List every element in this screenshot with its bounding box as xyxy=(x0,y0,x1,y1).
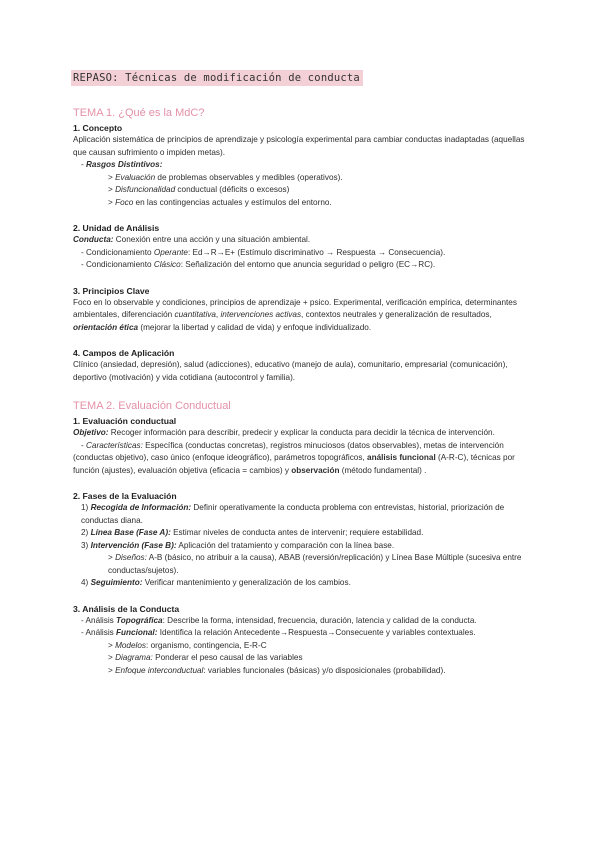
objetivo-text: Objetivo: Recoger información para describir, predecir y explicar la conducta para decidir la técnica de intervención. xyxy=(73,428,495,437)
principios-text: Foco en lo observable y condiciones, principios de aprendizaje + psico. Experimental, verificación empírica, determinantes ambientales, diferenciación cuantitativa, intervenciones activas, contextos neutrales y generalización de resultados, orientación ética (mejorar la libertad y calidad de vida) y enfoque individualizado. xyxy=(73,297,517,332)
tema1-heading: TEMA 1. ¿Qué es la MdC? xyxy=(73,107,205,119)
rasgos-item: > Evaluación de problemas observables y medibles (operativos). xyxy=(108,172,343,182)
condicionamiento-item: - Condicionamiento Clásico: Señalización del entorno que anuncia seguridad o peligro (EC→RC). xyxy=(81,260,436,269)
tema2-heading: TEMA 2. Evaluación Conductual xyxy=(73,400,231,412)
concepto-text: Aplicación sistemática de principios de aprendizaje y psicología experimental para cambiar conductas inadaptadas (aquellas que causan sufrimiento o impiden metas). xyxy=(73,135,525,157)
fases-title: 2. Fases de la Evaluación xyxy=(73,491,177,501)
funcional-item: > Modelos: organismo, contingencia, E-R-C xyxy=(108,640,267,650)
fase-item: 1) Recogida de Información: Definir operativamente la conducta problema con entrevistas, historial, priorización de conductas diana. xyxy=(81,503,505,525)
fase-item: 3) Intervención (Fase B): Aplicación del tratamiento y comparación con la línea base. xyxy=(81,540,395,550)
document-title: REPASO: Técnicas de modificación de conducta xyxy=(71,70,363,86)
evaluacion-title: 1. Evaluación conductual xyxy=(73,416,177,426)
conducta-line: Conducta: Conexión entre una acción y una situación ambiental. xyxy=(73,235,311,244)
campos-title: 4. Campos de Aplicación xyxy=(73,348,175,358)
disenos-item: > Diseños: A-B (básico, no atribuir a la causa), ABAB (reversión/replicación) y Línea Base Múltiple (sucesiva entre conductas/sujetos). xyxy=(108,553,522,575)
funcional-item: > Enfoque interconductual: variables funcionales (básicas) y/o disposicionales (probabilidad). xyxy=(108,665,446,675)
unidad-title: 2. Unidad de Análisis xyxy=(73,223,160,233)
fase-item: 2) Línea Base (Fase A): Estimar niveles de conducta antes de intervenir; requiere estabilidad. xyxy=(81,528,424,537)
funcional-item: > Diagrama: Ponderar el peso causal de las variables xyxy=(108,653,303,662)
rasgos-label: Rasgos Distintivos: xyxy=(86,160,163,169)
campos-text: Clínico (ansiedad, depresión), salud (adicciones), educativo (manejo de aula), comunitario, empresarial (comunicación), deportivo (motivación) y vida cotidiana (autocontrol y familia). xyxy=(73,360,508,382)
rasgos-line: - Rasgos Distintivos: xyxy=(81,160,163,169)
fase-item: 4) Seguimiento: Verificar mantenimiento y generalización de los cambios. xyxy=(81,578,351,587)
rasgos-item: > Disfuncionalidad conductual (déficits o excesos) xyxy=(108,185,290,194)
concepto-title: 1. Concepto xyxy=(73,123,123,133)
analisis-item: - Análisis Funcional: Identifica la relación Antecedente→Respuesta→Consecuente y variables contextuales. xyxy=(81,628,476,637)
caracteristicas-text: - Características: Específica (conductas concretas), registros minuciosos (datos observables), metas de intervención (conductas objetivo), caso único (enfoque ideográfico), parámetros topográficos, análisis funcional (A-R-C), técnicas por función (ajustes), evaluación objetiva (eficacia = cambios) y observación (método fundamental) . xyxy=(73,440,515,475)
analisis-title: 3. Análisis de la Conducta xyxy=(73,603,180,614)
principios-title: 3. Principios Clave xyxy=(73,285,150,296)
analisis-item: - Análisis Topográfica: Describe la forma, intensidad, frecuencia, duración, latencia y calidad de la conducta. xyxy=(81,615,477,625)
rasgos-item: > Foco en las contingencias actuales y estímulos del entorno. xyxy=(108,197,332,207)
document-page xyxy=(73,68,533,677)
condicionamiento-item: - Condicionamiento Operante: Ed→R→E+ (Estímulo discriminativo → Respuesta → Consecuencia). xyxy=(81,247,446,257)
